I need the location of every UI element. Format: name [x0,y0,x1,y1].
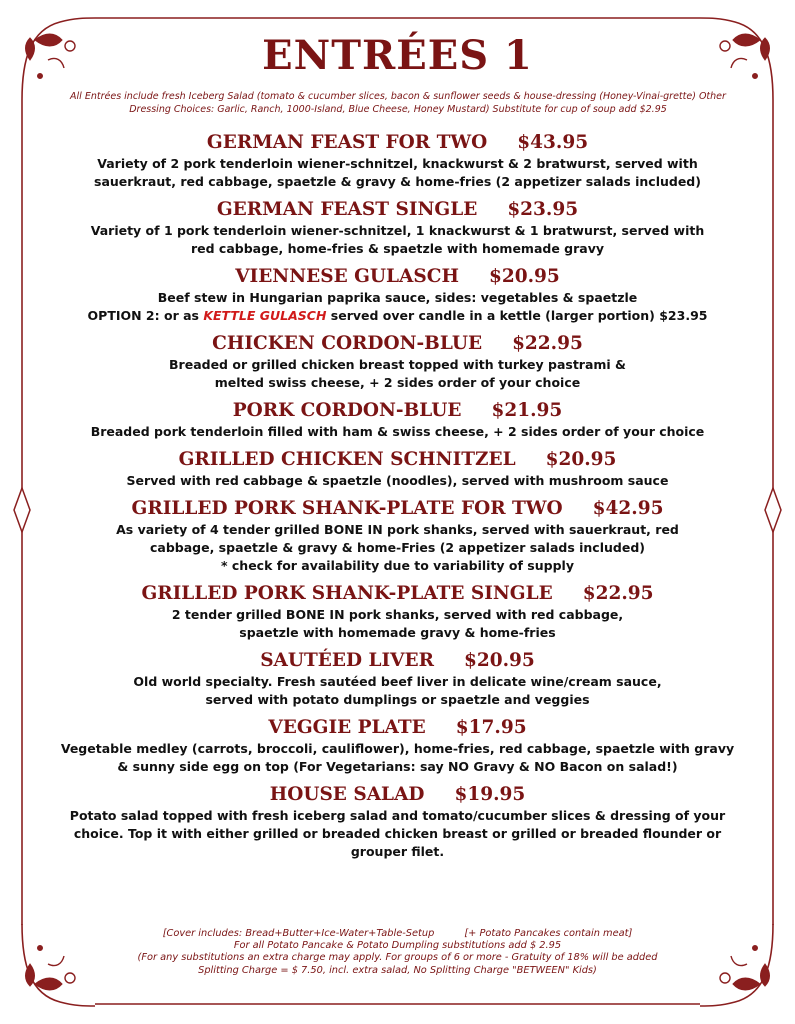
menu-item [55,583,740,642]
item-name: GRILLED CHICKEN SCHNITZEL [178,449,516,470]
item-heading [55,583,740,605]
desc-line: sauerkraut, red cabbage, spaetzle & gravy & home-fries (2 appetizer salads included) [94,174,701,189]
item-description [55,423,740,441]
menu-item [55,449,740,490]
item-heading [55,266,740,288]
item-description [55,289,740,325]
item-price: $20.95 [488,266,560,287]
desc-line: spaetzle with homemade gravy & home-fries [239,625,556,640]
desc-line: served with potato dumplings or spaetzle and veggies [205,692,590,707]
desc-line: red cabbage, home-fries & spaetzle with homemade gravy [190,241,605,256]
item-price: $21.95 [491,400,563,421]
item-heading [55,784,740,806]
meat-note: [+ Potato Pancakes contain meat] [464,928,633,939]
item-heading [55,132,740,154]
item-name: GERMAN FEAST FOR TWO [206,132,488,153]
item-price: $23.95 [507,199,579,220]
footer-notes [90,928,705,977]
item-heading [55,650,740,672]
item-price: $22.95 [582,583,654,604]
desc-line: Potato salad topped with fresh iceberg salad and tomato/cucumber slices & dressing of your [69,808,726,823]
menu-item [55,266,740,325]
option-suffix: served over candle in a kettle (larger portion) $23.95 [326,308,708,323]
menu-item [55,784,740,861]
item-price: $20.95 [545,449,617,470]
item-description [55,222,740,258]
desc-line: cabbage, spaetzle & gravy & home-Fries (2 appetizer salads included) [149,540,645,555]
corner-ornament-icon [22,924,95,1006]
item-name: GRILLED PORK SHANK-PLATE FOR TWO [131,498,563,519]
desc-line: grouper filet. [350,844,445,859]
splitting-note: Splitting Charge = $ 7.50, incl. extra salad, No Splitting Charge "BETWEEN" Kids) [198,964,597,976]
page-title: ENTRÉES 1 [262,32,533,79]
item-name: HOUSE SALAD [269,784,425,805]
kettle-gulasch-highlight: KETTLE GULASCH [203,308,327,323]
desc-line: Breaded or grilled chicken breast topped with turkey pastrami & [169,357,626,372]
desc-line: Vegetable medley (carrots, broccoli, cauliflower), home-fries, red cabbage, spaetzle with gravy [60,741,735,756]
item-description [55,740,740,776]
item-name: VIENNESE GULASCH [235,266,459,287]
desc-line: & sunny side egg on top (For Vegetarians: say NO Gravy & NO Bacon on salad!) [117,759,678,774]
menu-item [55,498,740,575]
item-description [55,472,740,490]
item-name: SAUTÉED LIVER [260,650,434,671]
item-description [55,807,740,861]
item-description [55,155,740,191]
menu-item [55,650,740,709]
item-heading [55,199,740,221]
item-price: $17.95 [455,717,527,738]
footer-cover-line [90,928,705,940]
desc-line: melted swiss cheese, + 2 sides order of your choice [214,375,581,390]
desc-line: * check for availability due to variability of supply [221,558,574,573]
desc-line: Served with red cabbage & spaetzle (noodles), served with mushroom sauce [126,473,669,488]
desc-line: 2 tender grilled BONE IN pork shanks, served with red cabbage, [171,607,624,622]
extra-charge-note: (For any substitutions an extra charge may apply. For groups of 6 or more - Gratuity of 18% will be added [137,952,658,964]
menu-list [55,132,740,869]
corner-ornament-icon [700,924,773,1006]
desc-line: Old world specialty. Fresh sautéed beef liver in delicate wine/cream sauce, [133,674,662,689]
intro-note: All Entrées include fresh Iceberg Salad (tomato & cucumber slices, bacon & sunflower seeds & house-dressing (Honey-Vinai-grette) Other Dressing Choices: Garlic, Ranch, 1000-Island, Blue Cheese, Honey Mustard) Substitute for cup of soup add $2.95 [70,91,726,115]
item-name: GERMAN FEAST SINGLE [216,199,478,220]
item-heading [55,449,740,471]
item-price: $42.95 [592,498,664,519]
option-prefix: OPTION 2: or as [87,308,204,323]
desc-line: choice. Top it with either grilled or breaded chicken breast or grilled or breaded flounder or [73,826,722,841]
substitution-note: For all Potato Pancake & Potato Dumpling substitutions add $ 2.95 [233,940,562,952]
item-heading [55,400,740,422]
item-name: PORK CORDON-BLUE [232,400,462,421]
menu-item [55,400,740,441]
item-price: $43.95 [517,132,589,153]
item-name: VEGGIE PLATE [268,717,426,738]
menu-item [55,199,740,258]
item-description [55,356,740,392]
item-heading [55,717,740,739]
item-description [55,673,740,709]
item-description [55,521,740,575]
menu-item [55,333,740,392]
desc-line: Beef stew in Hungarian paprika sauce, sides: vegetables & spaetzle [157,290,638,305]
item-name: GRILLED PORK SHANK-PLATE SINGLE [141,583,553,604]
item-heading [55,333,740,355]
item-price: $19.95 [454,784,526,805]
cover-note: [Cover includes: Bread+Butter+Ice-Water+Table-Setup [162,928,435,939]
item-heading [55,498,740,520]
menu-item [55,132,740,191]
item-price: $20.95 [463,650,535,671]
item-name: CHICKEN CORDON-BLUE [212,333,483,354]
menu-item [55,717,740,776]
item-price: $22.95 [512,333,583,354]
item-description [55,606,740,642]
desc-line: Breaded pork tenderloin filled with ham & swiss cheese, + 2 sides order of your choice [90,424,705,439]
desc-line: Variety of 1 pork tenderloin wiener-schnitzel, 1 knackwurst & 1 bratwurst, served with [90,223,705,238]
desc-line: As variety of 4 tender grilled BONE IN pork shanks, served with sauerkraut, red [116,522,679,537]
desc-line: Variety of 2 pork tenderloin wiener-schnitzel, knackwurst & 2 bratwurst, served with [97,156,698,171]
